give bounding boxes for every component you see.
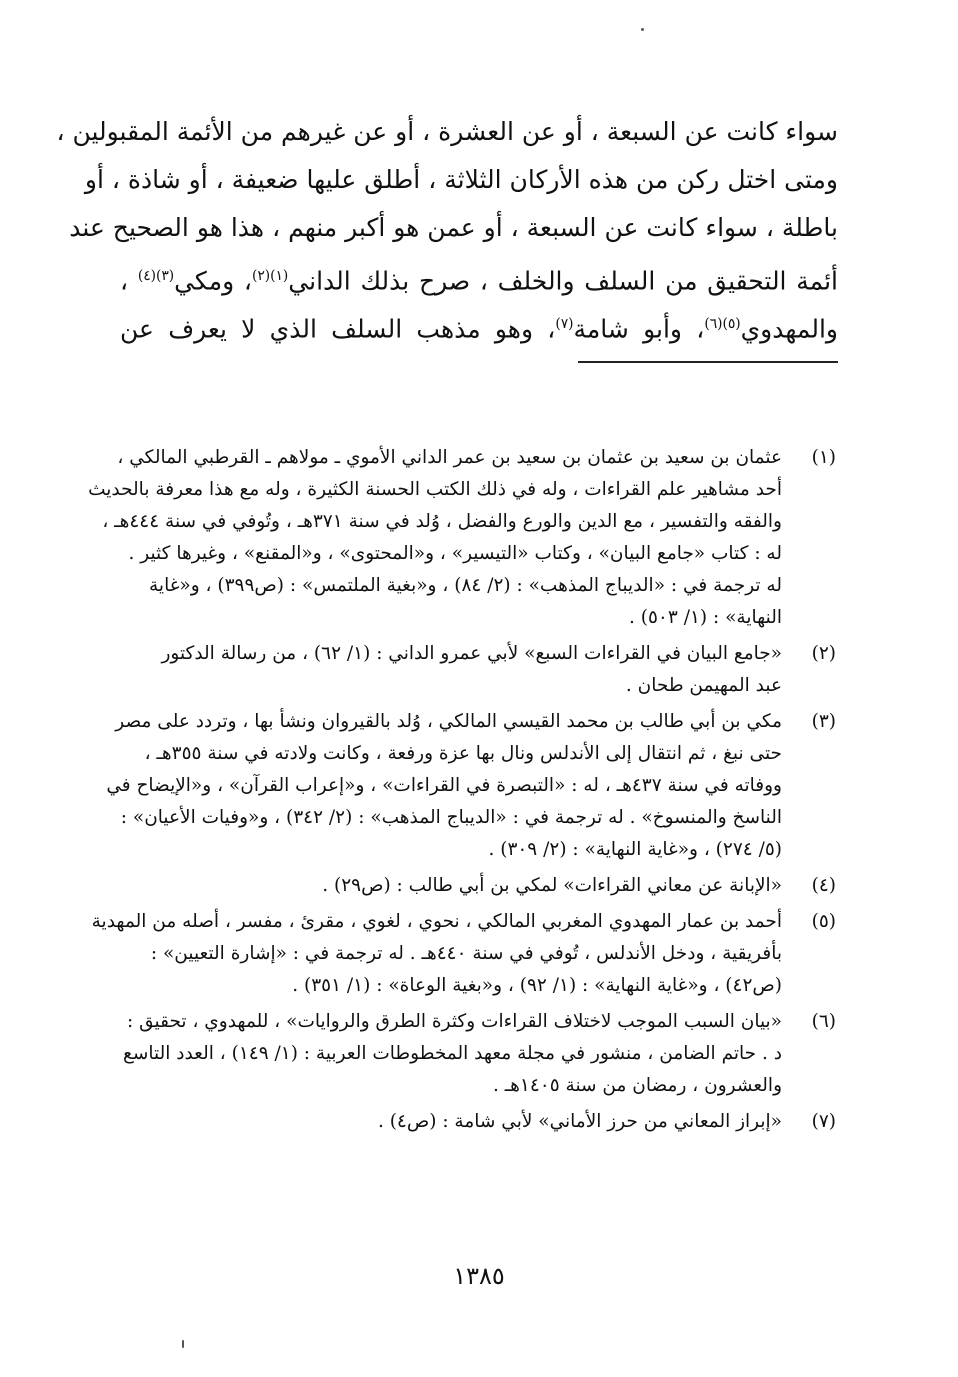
footnote-number: (١) — [811, 447, 836, 468]
main-text — [56, 108, 838, 348]
footnote-line: له ترجمة في : «الديباج المذهب» : (٢/ ٨٤) ، و«بغية الملتمس» : (ص٣٩٩) ، و«غاية — [149, 575, 782, 596]
footnote-number: (٣) — [811, 711, 836, 732]
footnote — [123, 1006, 836, 1102]
main-line-with-refs — [120, 300, 838, 348]
footnote-ref: (٦) — [704, 316, 723, 332]
main-text-segment: أئمة التحقيق من السلف والخلف ، صرح بذلك الداني — [288, 266, 838, 296]
main-line: سواء كانت عن السبعة ، أو عن العشرة ، أو عن غيرهم من الأئمة المقبولين ، — [56, 117, 838, 146]
footnote-ref: (٤) — [137, 268, 156, 284]
footnote-line: الناسخ والمنسوخ» . له ترجمة في : «الديباج المذهب» : (٢/ ٣٤٢) ، و«وفيات الأعيان» : — [120, 807, 782, 828]
footnote — [106, 706, 836, 866]
footnote-line: أحد مشاهير علم القراءات ، وله في ذلك الكتب الحسنة الكثيرة ، وله مع هذا معرفة بالحديث — [88, 479, 782, 500]
footnote-body — [136, 638, 782, 702]
footnote-divider — [578, 361, 838, 363]
footnote — [136, 638, 836, 702]
footnote-line: ووفاته في سنة ٤٣٧هـ ، له : «التبصرة في القراءات» ، و«إعراب القرآن» ، و«الإيضاح في — [106, 775, 782, 796]
footnotes — [88, 442, 836, 1142]
footnote-line: عثمان بن سعيد بن عثمان بن سعيد بن عمر الداني الأموي ـ مولاهم ـ القرطبي المالكي ، — [117, 447, 782, 468]
footnote — [88, 442, 836, 634]
footnote-body — [123, 1006, 782, 1102]
main-text-segment: ، وأبو شامة — [573, 314, 705, 344]
footnote-line: عبد المهيمن طحان . — [625, 675, 782, 696]
scan-speck — [182, 1340, 184, 1348]
main-line: باطلة ، سواء كانت عن السبعة ، أو عمن هو أكبر منهم ، هذا هو الصحيح عند — [69, 213, 838, 242]
footnote-ref: (٣) — [155, 268, 175, 284]
footnote-ref: (٢) — [252, 268, 271, 284]
footnote-line: (٥/ ٢٧٤) ، و«غاية النهاية» : (٢/ ٣٠٩) . — [488, 839, 782, 860]
footnote-line: «إبراز المعاني من حرز الأماني» لأبي شامة : (ص٤) . — [377, 1111, 782, 1132]
footnote-number: (٢) — [811, 643, 836, 664]
footnote-line: مكي بن أبي طالب بن محمد القيسي المالكي ، وُلد بالقيروان ونشأ بها ، وتردد على مصر — [115, 711, 782, 732]
footnote — [136, 870, 836, 902]
main-text-segment: ، وهو مذهب السلف الذي لا يعرف عن — [120, 314, 556, 344]
footnote-number: (٥) — [811, 911, 836, 932]
footnote-ref: (١) — [270, 268, 289, 284]
footnote-body — [88, 442, 782, 634]
footnote-ref: (٥) — [722, 316, 741, 332]
footnote-line: حتى نبغ ، ثم انتقال إلى الأندلس ونال بها عزة ورفعة ، وكانت ولادته في سنة ٣٥٥هـ ، — [144, 743, 782, 764]
footnote-body — [106, 706, 782, 866]
footnote-line: أحمد بن عمار المهدوي المغربي المالكي ، نحوي ، لغوي ، مقرئ ، مفسر ، أصله من المهدية — [91, 911, 782, 932]
main-text-segment: ، ومكي — [174, 266, 253, 296]
main-text-segment: والمهدوي — [740, 314, 838, 344]
footnote-line: بأفريقية ، ودخل الأندلس ، تُوفي في سنة ٤٤٠هـ . له ترجمة في : «إشارة التعيين» : — [150, 943, 782, 964]
footnote-line: د . حاتم الضامن ، منشور في مجلة معهد المخطوطات العربية : (١/ ١٤٩) ، العدد التاسع — [123, 1043, 782, 1064]
footnote — [91, 906, 836, 1002]
footnote-body — [92, 906, 782, 1002]
main-line-with-refs — [120, 252, 838, 300]
footnote-line: «بيان السبب الموجب لاختلاف القراءات وكثرة الطرق والروايات» ، للمهدوي ، تحقيق : — [126, 1011, 782, 1032]
main-line: ومتى اختل ركن من هذه الأركان الثلاثة ، أطلق عليها ضعيفة ، أو شاذة ، أو — [84, 165, 838, 194]
footnote-ref: (٧) — [555, 316, 574, 332]
footnote-line: له : كتاب «جامع البيان» ، وكتاب «التيسير» ، و«المحتوى» ، و«المقنع» ، وغيرها كثير . — [128, 543, 782, 564]
page-number: ١٣٨٥ — [453, 1262, 505, 1290]
footnote-line: والفقه والتفسير ، مع الدين والورع والفضل ، وُلد في سنة ٣٧١هـ ، وتُوفي في سنة ٤٤٤هـ ، — [102, 511, 782, 532]
footnote-number: (٧) — [811, 1111, 836, 1132]
footnote-line: والعشرون ، رمضان من سنة ١٤٠٥هـ . — [492, 1075, 782, 1096]
footnote-number: (٦) — [811, 1011, 836, 1032]
footnote — [136, 1106, 836, 1138]
footnote-line: (ص٤٢) ، و«غاية النهاية» : (١/ ٩٢) ، و«بغية الوعاة» : (١/ ٣٥١) . — [292, 975, 782, 996]
footnote-body — [136, 1106, 782, 1138]
footnote-line: «جامع البيان في القراءات السبع» لأبي عمرو الداني : (١/ ٦٢) ، من رسالة الدكتور — [161, 643, 782, 664]
footnote-number: (٤) — [811, 875, 836, 896]
footnote-line: النهاية» : (١/ ٥٠٣) . — [629, 607, 782, 628]
main-text-segment: ، — [120, 266, 129, 296]
footnote-line: «الإبانة عن معاني القراءات» لمكي بن أبي طالب : (ص٢٩) . — [322, 875, 782, 896]
footnote-body — [136, 870, 782, 902]
scan-speck — [641, 28, 644, 31]
